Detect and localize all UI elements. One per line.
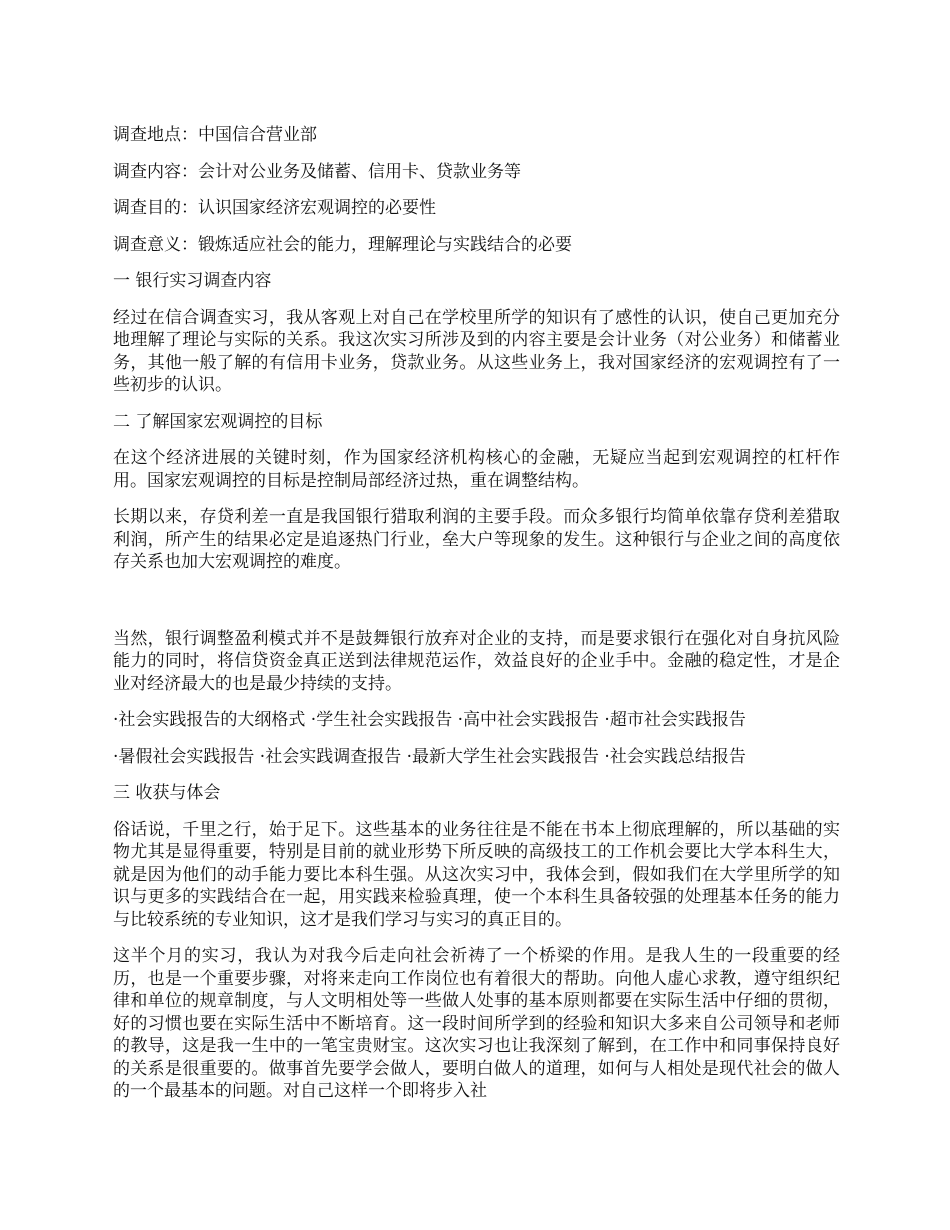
- survey-significance: 调查意义：锻炼适应社会的能力，理解理论与实践结合的必要: [113, 234, 572, 255]
- survey-location: 调查地点：中国信合营业部: [113, 125, 317, 145]
- survey-content: 调查内容：会计对公业务及储蓄、信用卡、贷款业务等: [113, 161, 521, 182]
- paragraph: 在这个经济进展的关键时刻，作为国家经济机构核心的金融，无疑应当起到宏观调控的杠杆作用。国家宏观调控的目标是控制局部经济过热，重在调整结构。: [113, 448, 840, 491]
- paragraph: 当然，银行调整盈利模式并不是鼓舞银行放弃对企业的支持，而是要求银行在强化对自身抗风险能力的同时，将信贷资金真正送到法律规范运作，效益良好的企业手中。金融的稳定性，才是企业对经济最大的也是最少持续的支持。: [113, 628, 840, 694]
- paragraph: 长期以来，存贷利差一直是我国银行猎取利润的主要手段。而众多银行均简单依靠存贷利差猎取利润，所产生的结果必定是追逐热门行业，垒大户等现象的发生。这种银行与企业之间的高度依存关系也加大宏观调控的难度。: [113, 507, 840, 572]
- blank-space: [113, 588, 840, 628]
- related-links-row-1[interactable]: ·社会实践报告的大纲格式 ·学生社会实践报告 ·高中社会实践报告 ·超市社会实践报告: [113, 710, 746, 730]
- document-page: [113, 124, 840, 1117]
- section-heading-3: 三 收获与体会: [113, 783, 221, 803]
- survey-purpose: 调查目的：认识国家经济宏观调控的必要性: [113, 198, 436, 218]
- section-heading-1: 一 银行实习调查内容: [113, 271, 272, 291]
- section-heading-2: 二 了解国家宏观调控的目标: [113, 411, 323, 432]
- paragraph: 这半个月的实习，我认为对我今后走向社会祈祷了一个桥梁的作用。是我人生的一段重要的经历，也是一个重要步骤，对将来走向工作岗位也有着很大的帮助。向他人虚心求教，遵守组织纪律和单位的规章制度，与人文明相处等一些做人处事的基本原则都要在实际生活中仔细的贯彻，好的习惯也要在实际生活中不断培育。这一段时间所学到的经验和知识大多来自公司领导和老师的教导，这是我一生中的一笔宝贵财宝。这次实习也让我深刻了解到，在工作中和同事保持良好的关系是很重要的。做事首先要学会做人，要明白做人的道理，如何与人相处是现代社会的做人的一个最基本的问题。对自己这样一个即将步入社: [113, 946, 840, 1101]
- paragraph: 经过在信合调查实习，我从客观上对自己在学校里所学的知识有了感性的认识，使自己更加充分地理解了理论与实际的关系。我这次实习所涉及到的内容主要是会计业务（对公业务）和储蓄业务，其他一般了解的有信用卡业务，贷款业务。从这些业务上，我对国家经济的宏观调控有了一些初步的认识。: [113, 307, 840, 395]
- paragraph: 俗话说，千里之行，始于足下。这些基本的业务往往是不能在书本上彻底理解的，所以基础的实物尤其是显得重要，特别是目前的就业形势下所反映的高级技工的工作机会要比大学本科生大，就是因为他们的动手能力要比本科生强。从这次实习中，我体会到，假如我们在大学里所学的知识与更多的实践结合在一起，用实践来检验真理，使一个本科生具备较强的处理基本任务的能力与比较系统的专业知识，这才是我们学习与实习的真正目的。: [113, 819, 840, 930]
- related-links-row-2[interactable]: ·暑假社会实践报告 ·社会实践调查报告 ·最新大学生社会实践报告 ·社会实践总结报告: [113, 746, 746, 767]
